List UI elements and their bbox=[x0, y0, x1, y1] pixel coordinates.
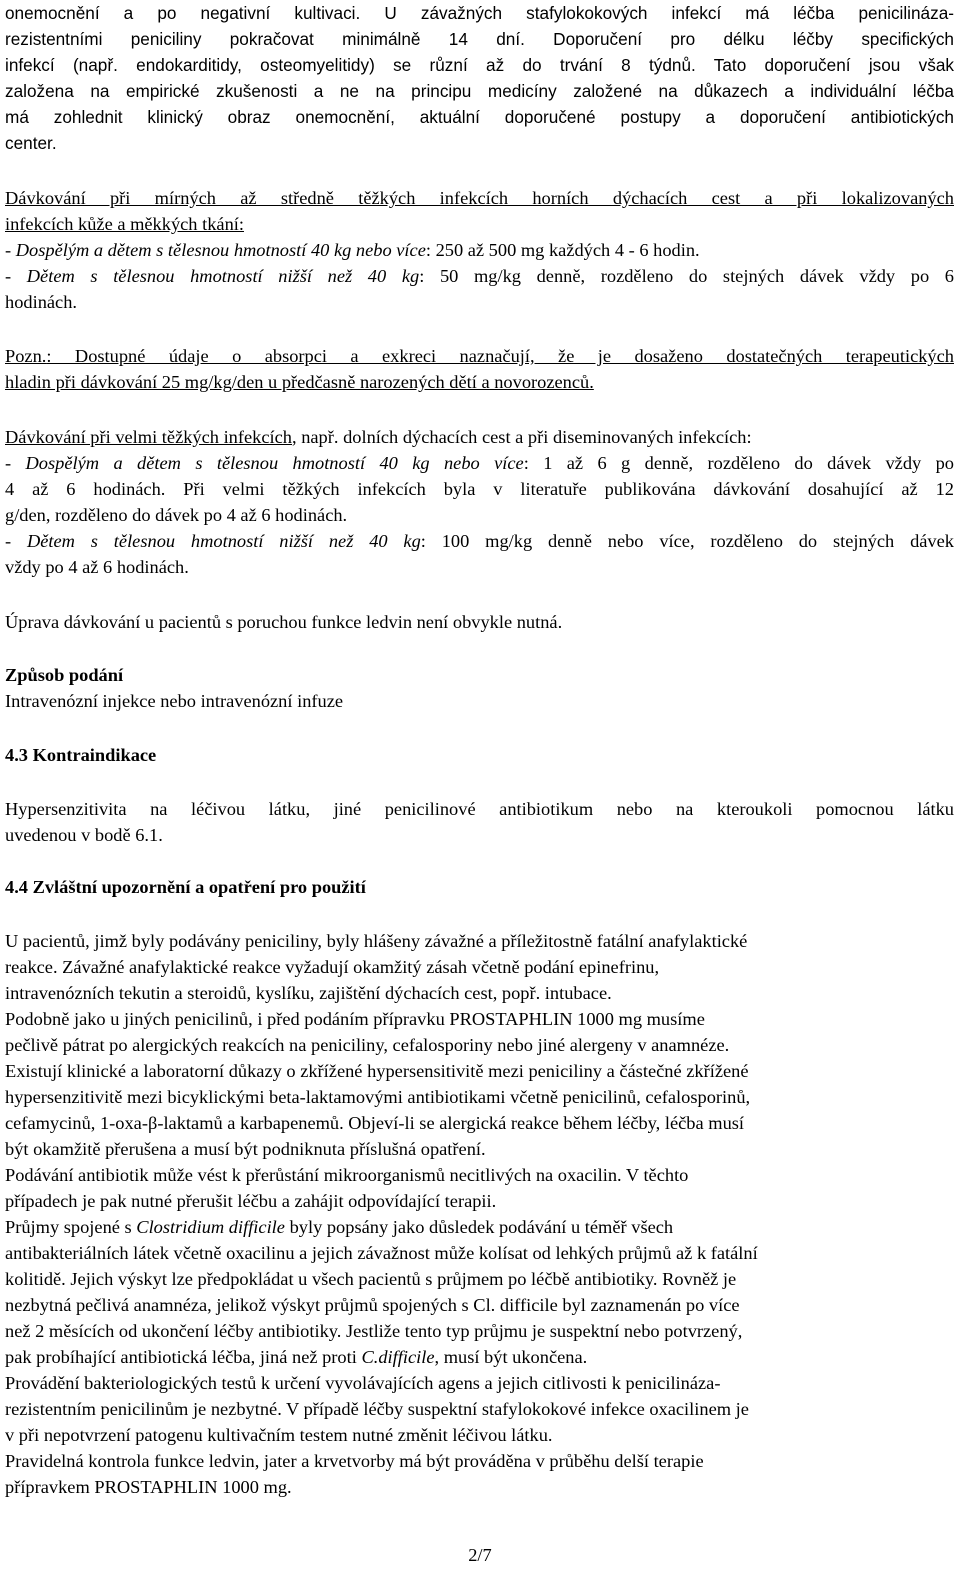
text-line: reakce. Závažné anafylaktické reakce vyžadují okamžitý zásah včetně podání epinefrinu, bbox=[5, 957, 660, 977]
text-span: infekcí (např. endokarditidy, osteomyelitidy) se různí až do trvání 8 týdnů. bbox=[5, 55, 696, 75]
text-line: kolitidě. Jejich výskyt lze předpokládat u všech pacientů s průjmem po léčbě antibiotiky. Rovněž je bbox=[5, 1269, 737, 1289]
text-line: založena na empirické zkušenosti a ne na principu medicíny založené na důkazech a individuální léčba bbox=[5, 81, 954, 101]
text-span: - bbox=[5, 453, 26, 473]
text-span: pak probíhající antibiotická léčba, jiná než proti bbox=[5, 1347, 362, 1367]
dosing-line bbox=[5, 528, 954, 554]
patient-group-label: Dětem s tělesnou hmotností nižší než 40 kg bbox=[26, 266, 420, 286]
text-line bbox=[5, 1344, 954, 1370]
text-line: intravenózních tekutin a steroidů, kyslíku, zajištění dýchacích cest, popř. intubace. bbox=[5, 983, 612, 1003]
text-line bbox=[5, 1214, 954, 1240]
section-heading: 4.4 Zvláštní upozornění a opatření pro použití bbox=[5, 877, 366, 897]
text-span: Průjmy spojené s bbox=[5, 1217, 137, 1237]
contraindications-section bbox=[5, 742, 954, 768]
warnings-section bbox=[5, 874, 954, 900]
text-line: center. bbox=[5, 133, 57, 153]
text-line: přípravkem PROSTAPHLIN 1000 mg. bbox=[5, 1477, 292, 1497]
section-heading bbox=[5, 424, 954, 450]
text-line: rezistentními peniciliny pokračovat minimálně 14 dní. Doporučení pro délku léčby specifických bbox=[5, 29, 954, 49]
text-line: Provádění bakteriologických testů k určení vyvolávajících agens a jejich citlivosti k penicilináza- bbox=[5, 1373, 721, 1393]
text-line: má zohlednit klinický obraz onemocnění, aktuální doporučené postupy a doporučení antibiotických bbox=[5, 107, 954, 127]
section-heading: Dávkování při mírných až středně těžkých infekcích horních dýchacích cest a při lokalizovaných bbox=[5, 188, 954, 208]
dosing-line: g/den, rozděleno do dávek po 4 až 6 hodinách. bbox=[5, 505, 348, 525]
dose-text: : 100 mg/kg denně nebo více, rozděleno do stejných dávek bbox=[420, 531, 954, 551]
organism-name: C.difficile bbox=[361, 1347, 435, 1367]
patient-group-label: Dospělým a dětem s tělesnou hmotností 40 kg nebo více bbox=[25, 453, 524, 473]
text-span: - bbox=[5, 531, 27, 551]
text-span: , např. dolních dýchacích cest a při diseminovaných infekcích: bbox=[292, 427, 752, 447]
text-line: Pravidelná kontrola funkce ledvin, jater a krvetvorby má být prováděna v průběhu delší terapie bbox=[5, 1451, 704, 1471]
text-line: hypersenzitivitě mezi bicyklickými beta-laktamovými antibiotikami včetně penicilinů, cefalosporinů, bbox=[5, 1087, 751, 1107]
text-line bbox=[5, 52, 954, 78]
page-number: 2/7 bbox=[468, 1545, 492, 1565]
text-span: Tato doporučení jsou však bbox=[695, 55, 954, 75]
warnings-text bbox=[5, 928, 954, 1500]
administration-section bbox=[5, 662, 954, 714]
text-line: Úprava dávkování u pacientů s poruchou funkce ledvin není obvykle nutná. bbox=[5, 612, 563, 632]
text-line: Intravenózní injekce nebo intravenózní infuze bbox=[5, 691, 344, 711]
patient-group-label: Dětem s tělesnou hmotností nižší než 40 kg bbox=[26, 531, 421, 551]
note-line bbox=[5, 343, 954, 369]
text-span: byly popsány jako důsledek podávání u téměř všech bbox=[284, 1217, 674, 1237]
text-line: Podobně jako u jiných penicilinů, i před podáním přípravku PROSTAPHLIN 1000 mg musíme bbox=[5, 1009, 705, 1029]
dosing-line: hodinách. bbox=[5, 292, 78, 312]
text-line: případech je pak nutné přerušit léčbu a zahájit odpovídající terapii. bbox=[5, 1191, 497, 1211]
text-line: pečlivě pátrat po alergických reakcích na peniciliny, cefalosporiny nebo jiné alergeny v anamnéze. bbox=[5, 1035, 730, 1055]
text-span: Dávkování při velmi těžkých infekcích bbox=[5, 427, 292, 447]
dose-text: : 50 mg/kg denně, rozděleno do stejných dávek vždy po 6 bbox=[419, 266, 954, 286]
text-span: - bbox=[5, 240, 16, 260]
text-line: rezistentním penicilinům je nezbytné. V případě léčby suspektní stafylokokové infekce oxacilinem je bbox=[5, 1399, 749, 1419]
mild-dosing-section bbox=[5, 185, 954, 315]
contraindications-text bbox=[5, 796, 954, 848]
dosing-line bbox=[5, 237, 954, 263]
text-line: v při nepotvrzení patogenu kultivačním testem nutné změnit léčivou látku. bbox=[5, 1425, 553, 1445]
dosing-line bbox=[5, 263, 954, 289]
text-line: cefamycinů, 1-oxa-β-laktamů a karbapenemů. Objeví-li se alergická reakce během léčby, léčba musí bbox=[5, 1113, 745, 1133]
text-line: uvedenou v bodě 6.1. bbox=[5, 825, 163, 845]
note-paragraph bbox=[5, 343, 954, 395]
note-label: Pozn. bbox=[5, 346, 47, 366]
severe-dosing-section bbox=[5, 424, 954, 580]
text-line: být okamžitě přerušena a musí být podniknuta příslušná opatření. bbox=[5, 1139, 486, 1159]
patient-group-label: Dospělým a dětem s tělesnou hmotností 40 kg nebo více bbox=[15, 240, 426, 260]
text-line: nezbytná pečlivá anamnéza, jelikož výskyt průjmů spojených s Cl. difficile byl zaznamenán po více bbox=[5, 1295, 740, 1315]
note-line: hladin při dávkování 25 mg/kg/den u předčasně narozených dětí a novorozenců. bbox=[5, 372, 594, 392]
dosing-line bbox=[5, 450, 954, 476]
text-span: - bbox=[5, 266, 27, 286]
dose-text: : 250 až 500 mg každých 4 - 6 hodin. bbox=[425, 240, 700, 260]
continuation-paragraph bbox=[5, 0, 954, 156]
organism-name: Clostridium difficile bbox=[136, 1217, 285, 1237]
section-heading: Způsob podání bbox=[5, 665, 124, 685]
text-span: : Dostupné údaje o absorpci a exkreci naznačují, že je dosaženo dostatečných terapeutických bbox=[46, 346, 954, 366]
text-span: , musí být ukončena. bbox=[434, 1347, 588, 1367]
text-line: antibakteriálních látek včetně oxacilinu a jejich závažnost může kolísat od lehkých průjmů až k fatální bbox=[5, 1243, 758, 1263]
text-line: než 2 měsících od ukončení léčby antibiotiky. Jestliže tento typ průjmu je suspektní nebo potvrzený, bbox=[5, 1321, 743, 1341]
section-heading: 4.3 Kontraindikace bbox=[5, 745, 157, 765]
renal-paragraph bbox=[5, 609, 954, 635]
text-line: U pacientů, jimž byly podávány peniciliny, byly hlášeny závažné a příležitostně fatální anafylaktické bbox=[5, 931, 748, 951]
dosing-line: vždy po 4 až 6 hodinách. bbox=[5, 557, 189, 577]
section-heading: infekcích kůže a měkkých tkání: bbox=[5, 214, 244, 234]
text-line: Hypersenzitivita na léčivou látku, jiné penicilinové antibiotikum nebo na kteroukoli pomocnou látku bbox=[5, 799, 954, 819]
dosing-line: 4 až 6 hodinách. Při velmi těžkých infekcích byla v literatuře publikována dávkování dosahující až 12 bbox=[5, 479, 954, 499]
text-line: onemocnění a po negativní kultivaci. U závažných stafylokokových infekcí má léčba penicilináza- bbox=[5, 3, 954, 23]
dose-text: : 1 až 6 g denně, rozděleno do dávek vždy po bbox=[523, 453, 954, 473]
text-line: Podávání antibiotik může vést k přerůstání mikroorganismů necitlivých na oxacilin. V těchto bbox=[5, 1165, 689, 1185]
text-line: Existují klinické a laboratorní důkazy o zkřížené hypersensitivitě mezi peniciliny a částečné zkřížené bbox=[5, 1061, 749, 1081]
